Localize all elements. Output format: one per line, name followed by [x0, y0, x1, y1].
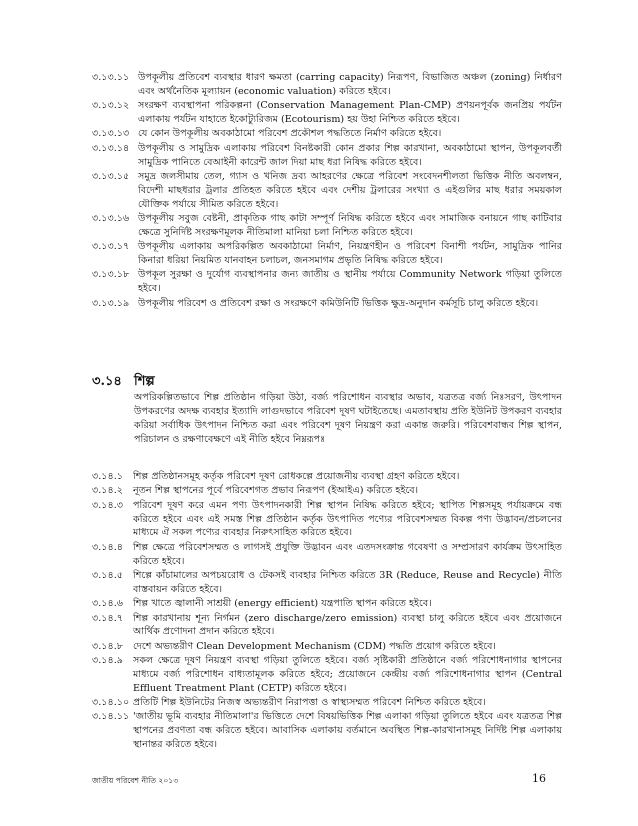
policy-item-text: যে কোন উপকূলীয় অবকাঠামো পরিবেশ প্রকৌশল পদ্ধতিতে নির্মাণ করিতে হইবে। [138, 128, 442, 140]
policy-item-number: ৩.১৪.৬ [92, 598, 124, 610]
policy-item-number: ৩.১৩.১২ [92, 100, 130, 112]
policy-item [92, 569, 562, 597]
policy-item-number: ৩.১৩.১৫ [92, 170, 130, 182]
policy-item [92, 99, 562, 127]
policy-item-number: ৩.১৪.১ [92, 471, 124, 482]
section-heading [92, 372, 155, 393]
policy-item [92, 654, 562, 695]
policy-item [92, 268, 562, 296]
policy-item-number: ৩.১৪.৭ [92, 612, 124, 624]
section-number: ৩.১৪ [92, 374, 122, 389]
policy-item [92, 499, 562, 540]
policy-item [92, 240, 562, 268]
policy-item [92, 640, 562, 654]
policy-item-text: উপকূল সুরক্ষা ও দুর্যোগ ব্যবস্থাপনার জন্য জাতীয় ও স্থানীয় পর্যায়ে Community Network গড়িয়া তুলিতে হইবে। [138, 269, 562, 295]
policy-item-text: সংরক্ষণ ব্যবস্থাপনা পরিকল্পনা (Conservation Management Plan-CMP) প্রণয়নপূর্বক জনপ্রিয় পর্যটন এলাকায় পর্যটন যাহাতে ইকোট্যুরিজম (Ecotourism) হয় উহা নিশ্চিত করিতে হইবে। [138, 100, 562, 125]
policy-item-text: শিল্প কারখানায় শূন্য নির্গমন (zero discharge/zero emission) ব্যবস্থা চালু করিতে হইবে এবং প্রয়োজনে আর্থিক প্রণোদনা প্রদান করিতে হইবে। [133, 612, 562, 638]
section-intro-paragraph: অপরিকল্পিতভাবে শিল্প প্রতিষ্ঠান গড়িয়া উঠা, বর্জ্য পরিশোধন ব্যবস্থার অভাব, যত্রতত্র বর্জ্য নিঃসরণ, উৎপাদন উপকরণের অদক্ষ ব্যবহার ইত্যাদি লাগুদভাবে পরিবেশ দূষণ ঘটাইতেছে। এমতাবস্থায় প্রতি ইউনিট উপকরণ ব্যবহার করিয়া সর্বাধিক উৎপাদন নিশ্চিত করা এবং পরিবেশ দূষণ নিয়ন্ত্রণ করা একান্ত জরুরি। পরিবেশবান্ধব শিল্প স্থাপন, পরিচালন ও রক্ষণাবেক্ষণে এই নীতি হইবে নিম্নরূপঃ [134, 392, 562, 445]
policy-item-text: শিল্প ক্ষেত্রে পরিবেশসম্মত ও লাগসই প্রযুক্তি উদ্ভাবন এবং এতদসংক্রান্ত গবেষণা ও সম্প্রসারণ কার্যক্রম উৎসাহিত করিতে হইবে। [133, 541, 562, 567]
policy-item [92, 470, 562, 484]
policy-item-text: উপকূলীয় পরিবেশ ও প্রতিবেশ রক্ষা ও সংরক্ষণে কমিউনিটি ভিত্তিক ক্ষুদ্র-অনুদান কর্মসূচি চালু করিতে হইবে। [138, 297, 539, 309]
policy-item-number: ৩.১৩.১৬ [92, 212, 130, 224]
section-title: শিল্প [134, 374, 155, 389]
policy-item [92, 170, 562, 211]
policy-item [92, 297, 562, 311]
policy-item [92, 612, 562, 640]
footer-document-title: জাতীয় পরিবেশ নীতি ২০১৩ [92, 776, 179, 785]
policy-list-coastal [92, 71, 562, 311]
policy-item-text: উপকূলীয় এলাকায় অপরিকল্পিত অবকাঠামো নির্মাণ, নিয়ন্ত্রণহীন ও পরিবেশ বিনাশী পর্যটন, সামুদ্রিক পানির কিনারা ধরিয়া নিয়মিত যানবাহন চলাচল, জনসমাগম প্রভৃতি নিষিদ্ধ করিতে হইবে। [138, 241, 562, 266]
policy-item-number: ৩.১৪.২ [92, 485, 124, 497]
policy-item [92, 484, 562, 498]
policy-list-industry [92, 470, 562, 752]
policy-item-number: ৩.১৪.১০ [92, 697, 130, 709]
policy-item-text: উপকূলীয় ও সামুদ্রিক এলাকায় পরিবেশ বিনষ্টকারী কোন প্রকার শিল্প কারখানা, অবকাঠামো স্থাপন, উপকূলবর্তী সামুদ্রিক পানিতে বেআইনী কারেন্ট জাল দিয়া মাছ ধরা নিষিদ্ধ করিতে হইবে। [138, 142, 562, 168]
policy-item-number: ৩.১৩.১১ [92, 72, 130, 83]
policy-item [92, 710, 562, 751]
policy-item-number: ৩.১৪.৫ [92, 569, 124, 581]
policy-item [92, 212, 562, 240]
policy-item-text: প্রতিটি শিল্প ইউনিটের নিজস্ব অভ্যন্তরীণ নিরাপত্তা ও স্বাস্থ্যসম্মত পরিবেশ নিশ্চিত করিতে হইবে। [133, 697, 486, 709]
policy-item-text: শিল্প খাতে জ্বালানী সাশ্রয়ী (energy efficient) যন্ত্রপাতি স্থাপন করিতে হইবে। [133, 598, 432, 610]
policy-item-number: ৩.১৩.১৪ [92, 142, 130, 154]
policy-item-number: ৩.১৪.৪ [92, 541, 124, 553]
policy-item-number: ৩.১৪.৮ [92, 640, 124, 652]
policy-item-text: সকল ক্ষেত্রে দূষণ নিয়ন্ত্রণ ব্যবস্থা গড়িয়া তুলিতে হইবে। বর্জ্য সৃষ্টিকারী প্রতিষ্ঠানে বর্জ্য পরিশোধনাগার স্থাপনের মাধ্যমে বর্জ্য পরিশোধন বাধ্যতামূলক করিতে হইবে; প্রয়োজনে কেন্দ্রীয় বর্জ্য পরিশোধনাগার স্থাপন (Central Effluent Treatment Plant (CETP) করিতে হইবে। [133, 655, 562, 694]
policy-item-text: উপকূলীয় সবুজ বেষ্টনী, প্রাকৃতিক গাছ কাটা সম্পূর্ণ নিষিদ্ধ করিতে হইবে এবং সামাজিক বনায়নে গাছ কাটিবার ক্ষেত্রে সুনির্দিষ্ট সংরক্ষণমূলক নীতিমালা মানিয়া চলা নিশ্চিত করিতে হইবে। [138, 212, 562, 238]
policy-item-text: পরিবেশ দূষণ করে এমন পণ্য উৎপাদনকারী শিল্প স্থাপন নিষিদ্ধ করিতে হইবে; স্থাপিত শিল্পসমূহ পর্যায়ক্রমে বন্ধ করিতে হইবে এবং এই সমস্ত শিল্প প্রতিষ্ঠান কর্তৃক উৎপাদিত পণ্যের পরিবেশসম্মত বিকল্প পণ্য উদ্ভাবন/প্রচলনের মাধ্যমে ঐ সকল পণ্যের ব্যবহার নিরুৎসাহিত করিতে হইবে। [133, 499, 562, 539]
policy-item-text: উপকূলীয় প্রতিবেশ ব্যবস্থার ধারণ ক্ষমতা (carring capacity) নিরূপণ, বিভাজিত অঞ্চল (zoning) নির্ধারণ এবং অর্থনৈতিক মূল্যায়ন (economic valuation) করিতে হইবে। [138, 72, 562, 97]
policy-item [92, 541, 562, 569]
policy-item [92, 696, 562, 710]
policy-item-number: ৩.১৩.১৮ [92, 269, 130, 281]
page-number: 16 [532, 772, 546, 785]
policy-item [92, 71, 562, 99]
policy-item-text: শিল্প প্রতিষ্ঠানসমূহ কর্তৃক পরিবেশ দূষণ রোধকল্পে প্রয়োজনীয় ব্যবস্থা গ্রহণ করিতে হইবে। [133, 471, 460, 482]
policy-item-text: 'জাতীয় ভূমি ব্যবহার নীতিমালা'র ভিত্তিতে দেশে বিষয়ভিত্তিক শিল্প এলাকা গড়িয়া তুলিতে হইবে এবং যত্রতত্র শিল্প স্থাপনের প্রবণতা বন্ধ করিতে হইবে। আবাসিক এলাকায় বর্তমানে অবস্থিত শিল্প-কারখানাসমূহ নির্দিষ্ট শিল্প এলাকায় স্থানান্তর করিতে হইবে। [133, 711, 562, 751]
policy-item-text: নূতন শিল্প স্থাপনের পূর্বে পরিবেশগত প্রভাব নিরূপণ (ইআইএ) করিতে হইবে। [133, 485, 419, 497]
policy-item [92, 127, 562, 141]
policy-item-number: ৩.১৩.১৩ [92, 128, 130, 140]
policy-item-number: ৩.১৩.১৯ [92, 297, 130, 309]
policy-item-number: ৩.১৩.১৭ [92, 241, 130, 253]
policy-item-number: ৩.১৪.৯ [92, 655, 124, 667]
policy-item [92, 142, 562, 170]
policy-item-text: সমুদ্র জলসীমায় তেল, গ্যাস ও খনিজ দ্রব্য আহরণের ক্ষেত্রে পরিবেশ সংবেদনশীলতা ভিত্তিক নীতি অবলম্বন, বিদেশী মাছধরার ট্রলার প্রতিহত করিতে হইবে এবং দেশীয় ট্রলারের সংখ্যা ও এইগুলির মাছ ধরার সময়কাল যৌক্তিক পর্যায়ে সীমিত করিতে হইবে। [138, 170, 562, 210]
policy-item-text: শিল্পে কাঁচামালের অপচয়রোধ ও টেকসই ব্যবহার নিশ্চিত করিতে 3R (Reduce, Reuse and Recycle) নীতি বাস্তবায়ন করিতে হইবে। [133, 569, 562, 595]
policy-item [92, 597, 562, 611]
policy-item-number: ৩.১৪.১১ [92, 711, 130, 723]
policy-item-text: দেশে অভ্যন্তরীণ Clean Development Mechanism (CDM) পদ্ধতি প্রয়োগ করিতে হইবে। [133, 640, 496, 652]
policy-item-number: ৩.১৪.৩ [92, 499, 124, 511]
